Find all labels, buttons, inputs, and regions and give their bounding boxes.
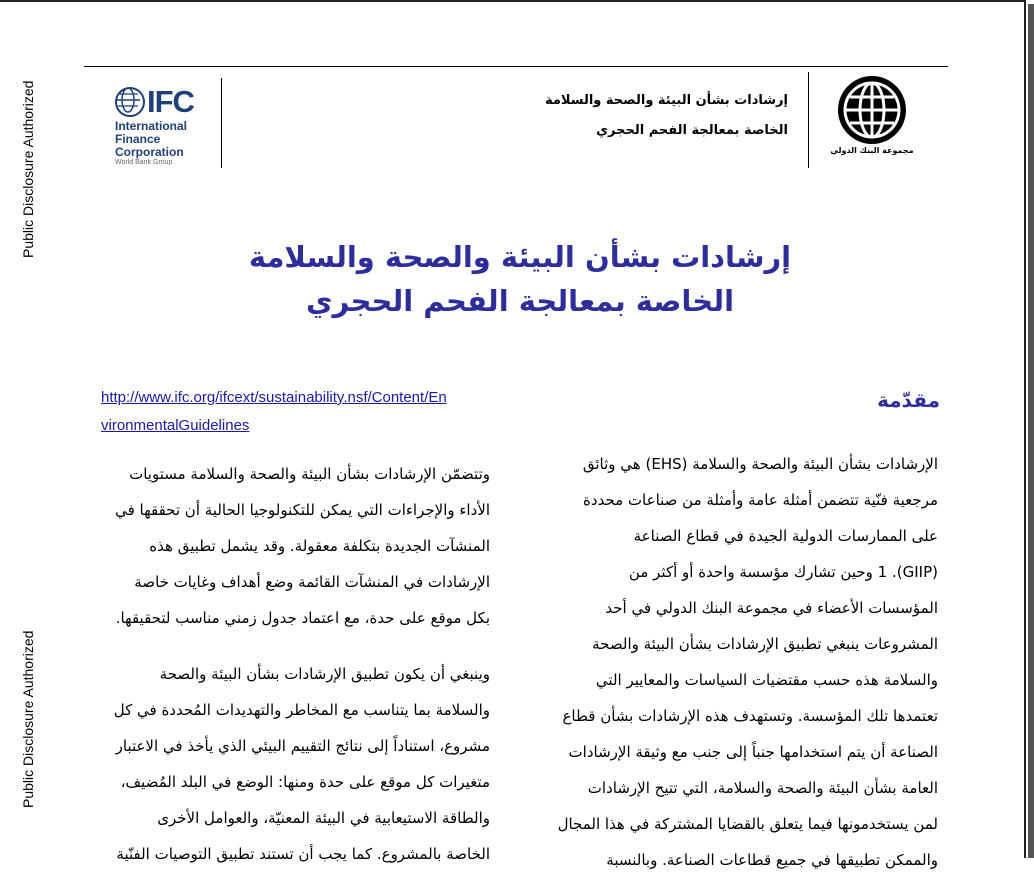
guidelines-link[interactable]: http://www.ifc.org/ifcext/sustainability.nsf/Content/En vironmentalGuidelines <box>101 389 447 434</box>
left-column <box>100 456 490 872</box>
text-line: الأداء والإجراءات التي يمكن للتكنولوجيا الحالية أن تحققها في <box>115 501 490 519</box>
worldbank-globe-icon <box>838 76 906 144</box>
text-line: والسلامة بما يتناسب مع المخاطر والتهديدات المُحددة في كل <box>113 701 490 719</box>
section-heading: مقدّمة <box>877 388 940 412</box>
paragraph <box>100 456 490 636</box>
text-line: والطاقة الاستيعابية في البيئة المعنيّة، والعوامل الأخرى <box>157 809 490 827</box>
ifc-logo <box>115 84 215 170</box>
side-label-top <box>20 258 40 274</box>
text-line: والممكن تطبيقها في جميع قطاعات الصناعة. وبالنسبة <box>606 851 938 869</box>
text-line: والسلامة هذه حسب مقتضيات السياسات والمعايير التي <box>595 671 938 689</box>
text-line: متغيرات كل موقع على حدة ومنها: الوضع في البلد المُضيف، <box>120 773 490 791</box>
document-title-line2: الخاصة بمعالجة الفحم الحجري <box>305 284 735 318</box>
header-divider-left <box>221 78 222 168</box>
text-line: وتتضمّن الإرشادات بشأن البيئة والصحة والسلامة مستويات <box>129 465 490 483</box>
side-label-bottom <box>20 808 40 824</box>
text-line: على الممارسات الدولية الجيدة في قطاع الصناعة <box>633 527 938 545</box>
text-line: بكل موقع على حدة، مع اعتماد جدول زمني مناسب لتحقيقها. <box>115 609 490 627</box>
document-title-line1: إرشادات بشأن البيئة والصحة والسلامة <box>248 240 792 274</box>
worldbank-label: مجموعة البنك الدولي <box>830 146 914 155</box>
worldbank-logo <box>828 76 916 168</box>
globe-icon <box>115 87 145 117</box>
header-rule <box>84 66 948 67</box>
text-line: العامة بشأن البيئة والصحة والسلامة، التي تتيح الإرشادات <box>587 779 938 797</box>
text-line: تعتمدها تلك المؤسسة. وتستهدف هذه الإرشادات بشأن قطاع <box>562 707 938 725</box>
text-line: الصناعة أن يتم استخدامها جنباً إلى جنب مع وثيقة الإرشادات <box>568 743 938 761</box>
header-divider-right <box>808 72 809 168</box>
page-shadow <box>1028 4 1034 858</box>
text-line: المشروعات ينبغي تطبيق الإرشادات بشأن البيئة والصحة <box>592 635 938 653</box>
text-line: الإرشادات بشأن البيئة والصحة والسلامة (EHS) هي وثائق <box>582 455 938 473</box>
side-label-text <box>20 238 36 258</box>
side-label-text <box>20 788 36 808</box>
header-title: إرشادات بشأن البيئة والصحة والسلامة الخاصة بمعالجة الفحم الحجري <box>544 93 788 138</box>
paragraph <box>100 656 490 872</box>
ifc-group: World Bank Group <box>115 159 173 166</box>
right-column <box>548 446 938 878</box>
text-line: الإرشادات في المنشآت القائمة وضع أهداف وغايات خاصة <box>134 573 490 591</box>
text-line: المؤسسات الأعضاء في مجموعة البنك الدولي في أحد <box>605 599 938 617</box>
text-line: المنشآت الجديدة بتكلفة معقولة. وقد يشمل تطبيق هذه <box>149 537 490 555</box>
text-line: وينبغي أن يكون تطبيق الإرشادات بشأن البيئة والصحة <box>159 665 490 683</box>
text-line: (GIIP). 1 وحين تشارك مؤسسة واحدة أو أكثر من <box>628 563 938 581</box>
ifc-name: International Finance Corporation <box>115 119 188 159</box>
ifc-mark: IFC <box>147 84 194 119</box>
text-line: لمن يستخدمونها فيما يتعلق بالقضايا المشتركة في هذا المجال <box>557 815 938 833</box>
text-line: مرجعية فنّية تتضمن أمثلة عامة وأمثلة من صناعات محددة <box>583 491 938 509</box>
text-line: مشروع، استناداً إلى نتائج التقييم البيئي الذي يأخذ في الاعتبار <box>115 737 490 755</box>
text-line: الخاصة بالمشروع. كما يجب أن تستند تطبيق التوصيات الفنّية <box>116 845 490 863</box>
